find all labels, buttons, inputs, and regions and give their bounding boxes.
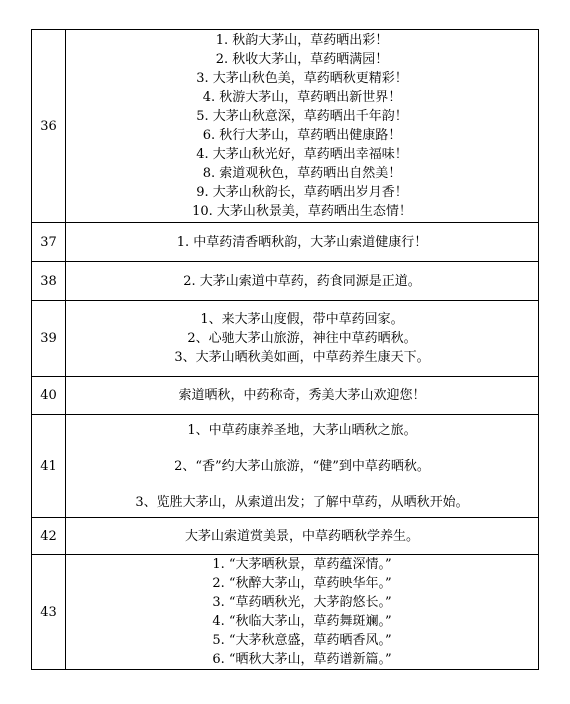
slogan-line: 3. 大茅山秋色美，草药晒秋更精彩！ (196, 71, 408, 86)
row-number: 38 (32, 262, 66, 301)
slogan-line: 4. 秋游大茅山，草药晒出新世界！ (202, 90, 402, 105)
slogan-line: 1. “大茅晒秋景，草药蕴深情。” (212, 557, 392, 572)
row-number: 41 (32, 415, 66, 518)
row-content (66, 223, 539, 262)
slogan-line: 5. “大茅秋意盛，草药晒香风。” (212, 633, 392, 648)
row-content (66, 377, 539, 415)
row-content (66, 262, 539, 301)
slogan-line: 2、“香”约大茅山旅游，“健”到中草药晒秋。 (174, 458, 430, 474)
row-number: 39 (32, 301, 66, 377)
slogan-line: 大茅山索道赏美景，中草药晒秋学养生。 (184, 528, 419, 544)
slogan-line: 4. “秋临大茅山，草药舞斑斓。” (212, 614, 392, 629)
slogan-line: 4. 大茅山秋光好，草药晒出幸福味！ (196, 147, 408, 162)
slogan-line: 6. 秋行大茅山，草药晒出健康路！ (202, 128, 402, 143)
row-number: 42 (32, 518, 66, 555)
slogan-line: 1、来大茅山度假，带中草药回家。 (200, 312, 404, 327)
slogan-line: 8. 索道观秋色，草药晒出自然美！ (202, 166, 402, 181)
slogan-line: 5. 大茅山秋意深，草药晒出千年韵！ (196, 109, 408, 124)
table-row (32, 415, 539, 518)
slogan-line: 2. 秋收大茅山，草药晒满园！ (215, 52, 389, 67)
slogan-line: 2. “秋醉大茅山，草药映华年。” (212, 576, 392, 591)
row-content (66, 30, 539, 223)
slogan-line: 3. “草药晒秋光，大茅韵悠长。” (212, 595, 392, 610)
line-spacer (66, 476, 538, 493)
row-content (66, 555, 539, 670)
slogan-line: 2. 大茅山索道中草药，药食同源是正道。 (183, 273, 421, 289)
slogan-line: 3、大茅山晒秋美如画，中草药养生康天下。 (174, 350, 430, 365)
row-content (66, 518, 539, 555)
table-row (32, 555, 539, 670)
row-number: 43 (32, 555, 66, 670)
row-number: 36 (32, 30, 66, 223)
table-row (32, 377, 539, 415)
slogan-line: 9. 大茅山秋韵长，草药晒出岁月香！ (196, 185, 408, 200)
slogan-line: 1. 中草药清香晒秋韵，大茅山索道健康行！ (176, 234, 428, 250)
slogan-line: 2、心驰大茅山旅游，神往中草药晒秋。 (187, 331, 417, 346)
row-content (66, 415, 539, 518)
slogan-line: 1. 秋韵大茅山，草药晒出彩！ (215, 33, 389, 48)
table-row (32, 301, 539, 377)
slogan-line: 索道晒秋，中药称奇，秀美大茅山欢迎您！ (178, 388, 426, 403)
slogan-line: 10. 大茅山秋景美，草药晒出生态情！ (192, 204, 412, 219)
slogan-table (31, 29, 539, 670)
table-row (32, 262, 539, 301)
line-spacer (66, 440, 538, 457)
row-number: 40 (32, 377, 66, 415)
row-content (66, 301, 539, 377)
slogan-line: 6. “晒秋大茅山，草药谱新篇。” (212, 652, 392, 667)
slogan-line: 3、览胜大茅山，从索道出发；了解中草药，从晒秋开始。 (135, 494, 469, 510)
slogan-line: 1、中草药康养圣地，大茅山晒秋之旅。 (187, 422, 417, 438)
table-row (32, 518, 539, 555)
row-number: 37 (32, 223, 66, 262)
table-row (32, 30, 539, 223)
table-row (32, 223, 539, 262)
